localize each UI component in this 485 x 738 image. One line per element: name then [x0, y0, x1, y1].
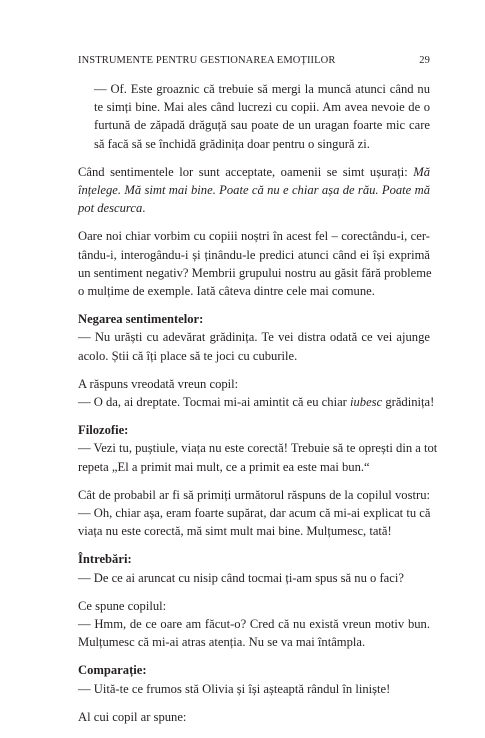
chapter-title: INSTRUMENTE PENTRU GESTIONAREA EMOȚIILOR [78, 55, 336, 66]
relief-paragraph [78, 163, 430, 218]
child-response-2 [78, 486, 430, 541]
paragraph-line: Când sentimentele lor sunt acceptate, oamenii se simt ușurați: Mă [78, 164, 430, 179]
paragraph-line: acolo. Știi că îți place să te joci cu cuburile. [78, 348, 298, 363]
section-denial [78, 310, 430, 365]
paragraph-line: Cât de probabil ar fi să primiți următorul răspuns de la copilul vostru: [78, 487, 430, 502]
page-body [78, 80, 438, 726]
paragraph-line: Mulțumesc că mi-ai atras atenția. Nu se va mai întâmpla. [78, 635, 366, 650]
paragraph-line: un sentiment negativ? Membrii grupului nostru au găsit fără probleme [78, 265, 432, 280]
paragraph-line: o mulțime de exemple. Iată câteva dintre cele mai comune. [78, 284, 375, 299]
paragraph-line [78, 181, 430, 199]
quote-line: să facă să se închidă grădinița doar pentru o singură zi. [94, 136, 370, 151]
section-philosophy [78, 421, 438, 476]
paragraph-line: viața nu este corectă, mă simt mult mai bine. Mulțumesc, tată! [78, 524, 392, 539]
section-heading: Negarea sentimentelor: [78, 312, 204, 327]
paragraph-line: — O da, ai dreptate. Tocmai mi-ai amintit că eu chiar iubesc grădinița! [78, 395, 435, 410]
paragraph-line: Oare noi chiar vorbim cu copiii noștri în acest fel – corectându-i, cer- [78, 229, 430, 244]
paragraph-line: — Hmm, de ce oare am făcut-o? Cred că nu există vreun motiv bun. [78, 617, 430, 632]
section-heading: Filozofie: [78, 423, 129, 438]
section-heading: Comparație: [78, 663, 147, 678]
section-heading: Întrebări: [78, 552, 132, 567]
paragraph-line: Al cui copil ar spune: [78, 709, 187, 724]
child-response-1 [78, 375, 435, 411]
paragraph-line: repeta „El a primit mai mult, ce a primit ea este mai bun.“ [78, 459, 370, 474]
paragraph-line: A răspuns vreodată vreun copil: [78, 376, 239, 391]
paragraph-line: — Oh, chiar așa, eram foarte supărat, dar acum că mi-ai explicat tu că [78, 506, 431, 521]
paragraph-line: Ce spune copilul: [78, 598, 167, 613]
italic-text: pot descurca [78, 201, 143, 216]
italic-text: Mă [413, 164, 430, 179]
quote-paragraph [78, 80, 430, 153]
intro-paragraph [78, 227, 430, 300]
paragraph-line: pot descurca. [78, 201, 146, 216]
child-response-4 [78, 708, 430, 726]
page-number: 29 [419, 55, 430, 66]
child-response-3 [78, 597, 430, 652]
paragraph-line: — Nu urăști cu adevărat grădinița. Te vei distra odată ce vei ajunge [78, 330, 430, 345]
italic-text: înțelege. Mă simt mai bine. Poate că nu e chiar așa de rău. Poate mă [78, 183, 430, 198]
paragraph-line: — Vezi tu, puștiule, viața nu este corectă! Trebuie să te oprești din a tot [78, 441, 438, 456]
paragraph-line: — De ce ai aruncat cu nisip când tocmai ți-am spus să nu o faci? [78, 570, 404, 585]
quote-line: te simți bine. Mai ales când lucrezi cu copii. Am avea nevoie de o [94, 100, 430, 115]
quote-line: — Of. Este groaznic că trebuie să mergi la muncă atunci când nu [94, 82, 430, 96]
paragraph-line: tându-i, interogându-i și ținându-le predici atunci când ei își exprimă [78, 247, 430, 262]
paragraph-line: — Uită-te ce frumos stă Olivia și își așteaptă rândul în liniște! [78, 681, 391, 696]
italic-text: iubesc [350, 395, 383, 410]
section-questions [78, 550, 430, 586]
section-comparison [78, 661, 430, 697]
quote-line: furtună de zăpadă drăguță sau poate de un uragan foarte mic care [94, 118, 430, 133]
